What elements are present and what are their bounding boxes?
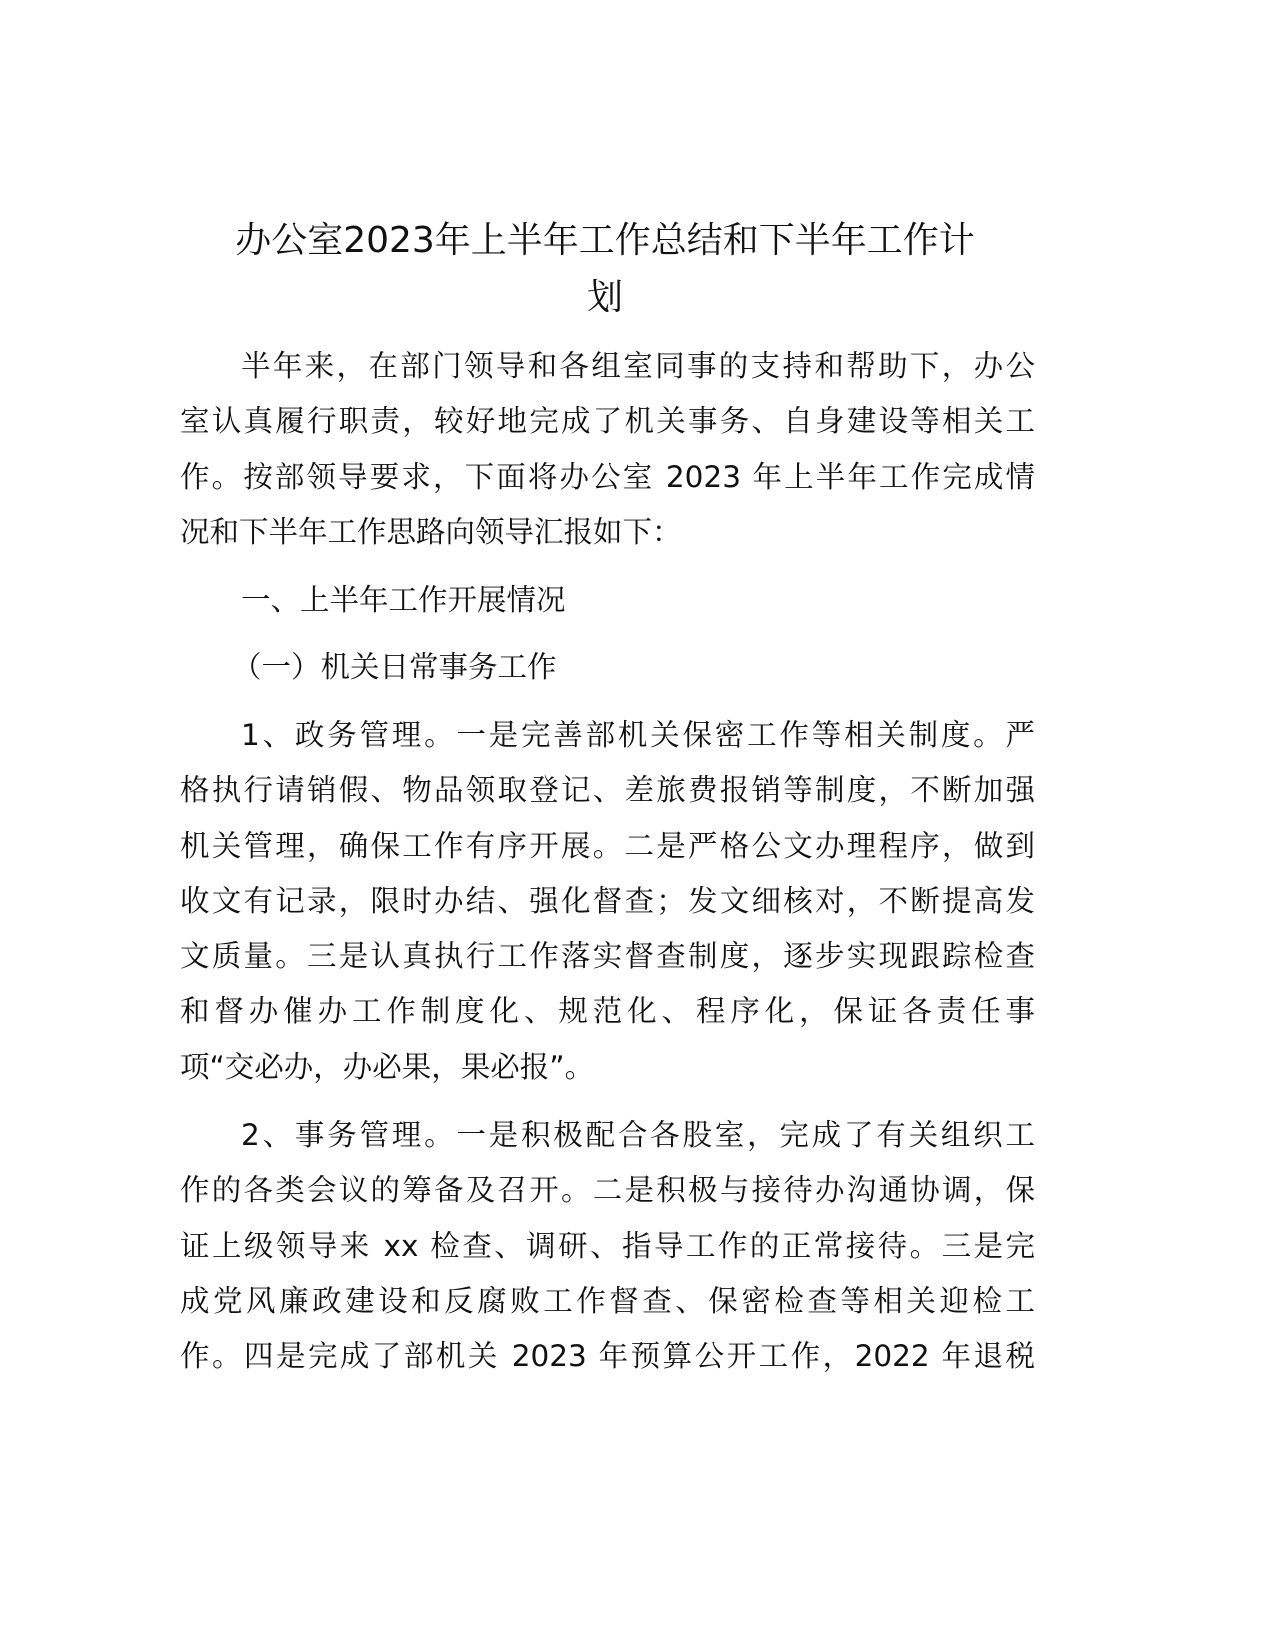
- text-line: 2、事务管理。一是积极配合各股室，完成了有关组织工: [241, 1118, 1035, 1152]
- document-title: [170, 212, 1040, 326]
- text-line: 1、政务管理。一是完善部机关保密工作等相关制度。严: [241, 718, 1035, 752]
- text-line: 室认真履行职责，较好地完成了机关事务、自身建设等相关工: [180, 404, 1035, 439]
- text-line: 况和下半年工作思路向领导汇报如下：: [180, 514, 682, 549]
- text-line: 项“交必办，办必果，果必报”。: [180, 1049, 595, 1084]
- text-line: 机关管理，确保工作有序开展。二是严格公文办理程序，做到: [180, 828, 1035, 863]
- title-line: 办公室2023年上半年工作总结和下半年工作计: [235, 220, 975, 261]
- text-line: 文质量。三是认真执行工作落实督查制度，逐步实现跟踪检查: [180, 939, 1035, 974]
- text-line: 证上级领导来 xx 检查、调研、指导工作的正常接待。三是完: [180, 1228, 1035, 1263]
- text-line: 成党风廉政建设和反腐败工作督查、保密检查等相关迎检工: [180, 1283, 1035, 1318]
- text-line: 收文有记录，限时办结、强化督查；发文细核对，不断提高发: [180, 883, 1035, 918]
- paragraph-service-management: [180, 1108, 1035, 1384]
- text-line: 作。按部领导要求，下面将办公室 2023 年上半年工作完成情: [180, 459, 1035, 494]
- heading-text: 一、上半年工作开展情况: [241, 583, 566, 617]
- text-line: 和督办催办工作制度化、规范化、程序化，保证各责任事: [180, 994, 1035, 1029]
- text-line: 半年来，在部门领导和各组室同事的支持和帮助下，办公: [241, 349, 1035, 383]
- section-heading-1: [180, 573, 1035, 628]
- text-line: 格执行请销假、物品领取登记、差旅费报销等制度，不断加强: [180, 773, 1035, 808]
- section-heading-2: [232, 640, 1087, 695]
- text-line: 作的各类会议的筹备及召开。二是积极与接待办沟通协调，保: [180, 1173, 1035, 1208]
- intro-paragraph: [180, 339, 1035, 560]
- text-line: 作。四是完成了部机关 2023 年预算公开工作，2022 年退税: [180, 1339, 1035, 1374]
- title-line: 划: [586, 277, 623, 318]
- heading-text: （一）机关日常事务工作: [232, 650, 557, 684]
- paragraph-affairs-management: [180, 708, 1035, 1095]
